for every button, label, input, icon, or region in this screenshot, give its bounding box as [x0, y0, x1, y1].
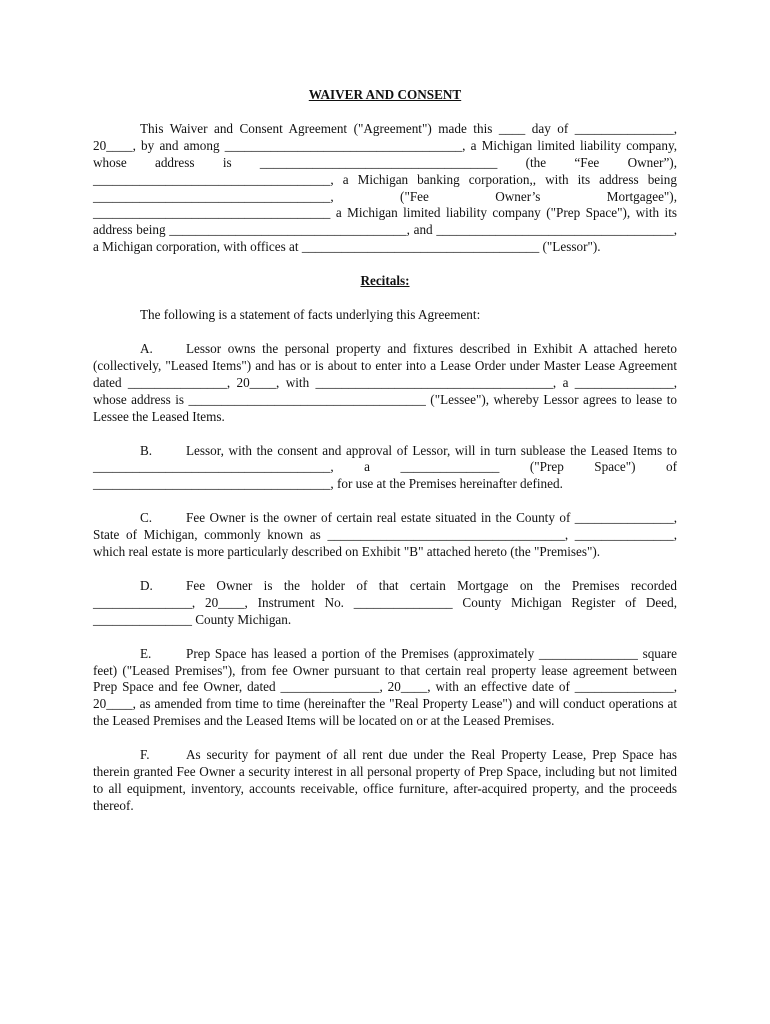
- recital-e: [93, 646, 677, 731]
- recital-d: [93, 578, 677, 629]
- recital-label: A.: [140, 340, 153, 356]
- recital-text: Fee Owner is the owner of certain real estate situated in the County of _______________, State of Michigan, commonly known as ____________________________________, _______________, which real estate is more particularly described on Exhibit "B" attached hereto (the "Premises").: [93, 510, 677, 560]
- recital-a: [93, 341, 677, 426]
- recital-text: Fee Owner is the holder of that certain Mortgage on the Premises recorded _______________, 20____, Instrument No. _______________ County Michigan Register of Deed, _______________ County Michigan.: [93, 577, 677, 627]
- opening-paragraph: This Waiver and Consent Agreement ("Agreement") made this ____ day of _______________, 20____, by and among ____________________________________, a Michigan limited liability company, whose address is ____________________________________ (the “Fee Owner”), ____________________________________, a Michigan banking corporation,, with its address being ____________________________________, ("Fee Owner’s Mortgagee"), ____________________________________ a Michigan limited liability company ("Prep Space"), with its address being ____________________________________, and ____________________________________, a Michigan corporation, with offices at ____________________________________ ("Lessor").: [93, 120, 677, 255]
- recital-c: [93, 510, 677, 561]
- recitals-intro: The following is a statement of facts underlying this Agreement:: [140, 307, 481, 323]
- document-page: [93, 87, 677, 832]
- document-title: WAIVER AND CONSENT: [308, 87, 462, 102]
- recital-text: Lessor owns the personal property and fixtures described in Exhibit A attached hereto (collectively, "Leased Items") and has or is about to enter into a Lease Order under Master Lease Agreement dated _______________, 20____, with ____________________________________, a _______________, whose address is ____________________________________ ("Lessee"), whereby Lessor agrees to lease to Lessee the Leased Items.: [93, 340, 677, 424]
- recital-text: As security for payment of all rent due under the Real Property Lease, Prep Space has therein granted Fee Owner a security interest in all personal property of Prep Space, including but not limited to all equipment, inventory, accounts receivable, office furniture, after-acquired property, and the proceeds thereof.: [93, 747, 677, 813]
- recital-label: B.: [140, 442, 153, 458]
- recital-label: E.: [140, 645, 152, 661]
- recital-label: F.: [140, 747, 150, 763]
- recital-b: [93, 443, 677, 494]
- recital-text: Lessor, with the consent and approval of Lessor, will in turn sublease the Leased Items to ____________________________________, a _______________ ("Prep Space") of ____________________________________, for use at the Premises hereinafter defined.: [93, 442, 677, 492]
- recital-label: C.: [140, 510, 153, 526]
- recitals-heading: Recitals:: [360, 273, 410, 289]
- recital-text: Prep Space has leased a portion of the Premises (approximately _______________ square feet) ("Leased Premises"), from fee Owner pursuant to that certain real property lease agreement between Prep Space and fee Owner, dated _______________, 20____, with an effective date of _______________, 20____, as amended from time to time (hereinafter the "Real Property Lease") and will conduct operations at the Leased Premises and the Leased Items will be located on or at the Leased Premises.: [93, 645, 677, 729]
- recital-label: D.: [140, 577, 153, 593]
- recital-f: [93, 747, 677, 815]
